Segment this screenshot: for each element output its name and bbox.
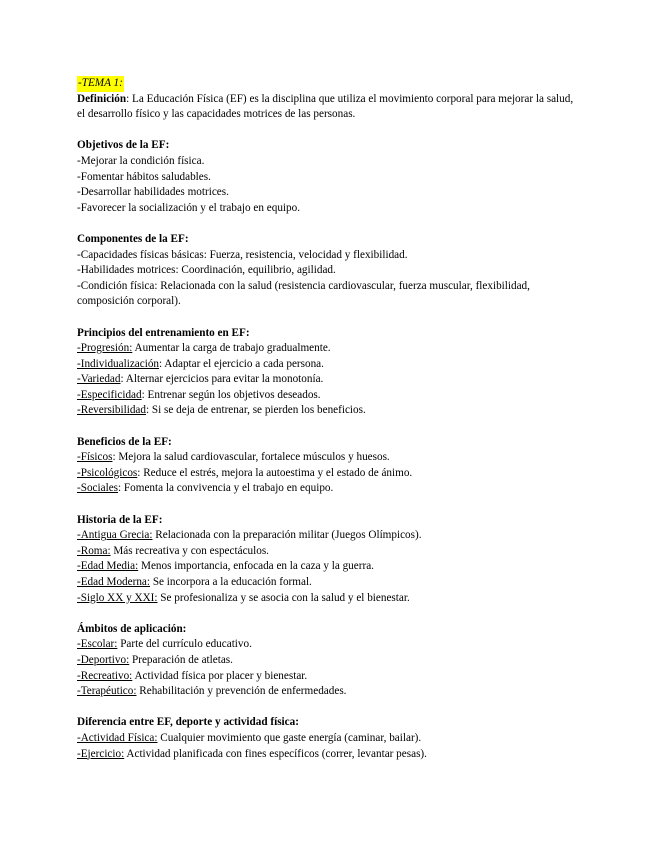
term: -Ejercicio: (77, 747, 125, 760)
list-item: -Capacidades físicas básicas: Fuerza, resistencia, velocidad y flexibilidad. (77, 248, 408, 261)
components-heading: Componentes de la EF: (77, 232, 189, 245)
list-item (77, 575, 577, 591)
list-item (77, 559, 577, 575)
list-item (77, 747, 577, 763)
benefits-heading: Beneficios de la EF: (77, 435, 172, 448)
list-item (77, 591, 577, 607)
list-item (77, 653, 577, 669)
term-description: Actividad planificada con fines específicos (correr, levantar pesas). (124, 747, 427, 760)
list-item: -Mejorar la condición física. (77, 154, 205, 167)
term: -Antigua Grecia: (77, 529, 153, 542)
term: -Sociales (77, 482, 119, 495)
term-description: Más recreativa y con espectáculos. (110, 544, 269, 557)
definition-paragraph (77, 92, 577, 123)
list-item (77, 481, 577, 497)
list-item (77, 544, 577, 560)
list-item (77, 466, 577, 482)
list-item: -Desarrollar habilidades motrices. (77, 186, 229, 199)
term-description: : Mejora la salud cardiovascular, fortalece músculos y huesos. (112, 451, 390, 464)
term-description: Rehabilitación y prevención de enfermedades. (136, 685, 347, 698)
term-description: Aumentar la carga de trabajo gradualmente. (132, 342, 331, 355)
list-item (77, 637, 577, 653)
term: -Especificidad (77, 388, 142, 401)
list-item (77, 450, 577, 466)
term: -Escolar: (77, 638, 118, 651)
term: -Variedad (77, 373, 121, 386)
application-heading: Ámbitos de aplicación: (77, 622, 187, 635)
term-description: Menos importancia, enfocada en la caza y la guerra. (138, 560, 374, 573)
term-description: Actividad física por placer y bienestar. (132, 669, 308, 682)
term-description: : Si se deja de entrenar, se pierden los beneficios. (145, 404, 366, 417)
term: -Actividad Física: (77, 731, 158, 744)
term-description: Se incorpora a la educación formal. (150, 576, 312, 588)
list-item (77, 731, 577, 747)
topic-title: -TEMA 1: (77, 76, 124, 92)
term-description: Relacionada con la preparación militar (Juegos Olímpicos). (152, 529, 422, 542)
list-item: -Favorecer la socialización y el trabajo en equipo. (77, 201, 301, 214)
objectives-heading: Objetivos de la EF: (77, 139, 170, 152)
term: -Roma: (77, 544, 111, 557)
list-item (77, 357, 577, 373)
term: -Reversibilidad (77, 404, 146, 417)
term-description: : Reduce el estrés, mejora la autoestima y el estado de ánimo. (137, 466, 413, 479)
difference-section (77, 715, 577, 762)
principles-heading: Principios del entrenamiento en EF: (77, 326, 250, 339)
definition-label: Definición (77, 92, 127, 105)
term-description: Cualquier movimiento que gaste energía (caminar, bailar). (157, 731, 422, 744)
history-heading: Historia de la EF: (77, 513, 163, 526)
principles-section (77, 326, 577, 420)
term-description: Parte del currículo educativo. (117, 638, 252, 651)
list-item (77, 528, 577, 544)
term: -Edad Media: (77, 560, 139, 573)
components-section (77, 232, 577, 310)
term: -Terapéutico: (77, 685, 137, 698)
term-description: : Alternar ejercicios para evitar la monotonía. (120, 373, 324, 386)
term-description: Preparación de atletas. (129, 653, 233, 666)
term-description: : Fomenta la convivencia y el trabajo en equipo. (118, 482, 334, 495)
term-description: : Entrenar según los objetivos deseados. (141, 388, 321, 401)
term: -Individualización (77, 357, 160, 370)
term: -Psicológicos (77, 466, 138, 479)
history-section (77, 513, 577, 607)
term: -Siglo XX y XXI: (77, 591, 158, 604)
benefits-section (77, 435, 577, 497)
term: -Deportivo: (77, 653, 130, 666)
list-item (77, 669, 577, 685)
term: -Físicos (77, 451, 113, 464)
list-item: -Condición física: Relacionada con la salud (resistencia cardiovascular, fuerza muscular, flexibilidad, composición corporal). (77, 279, 530, 308)
term: -Progresión: (77, 342, 133, 355)
list-item (77, 341, 577, 357)
application-section (77, 622, 577, 700)
term: -Recreativo: (77, 669, 133, 682)
term-description: Se profesionaliza y se asocia con la salud y el bienestar. (157, 591, 410, 604)
list-item: -Fomentar hábitos saludables. (77, 170, 211, 183)
list-item (77, 684, 577, 700)
objectives-section (77, 138, 577, 216)
topic-line (77, 76, 577, 92)
term: -Edad Moderna: (77, 576, 151, 588)
term-description: : Adaptar el ejercicio a cada persona. (159, 357, 324, 370)
difference-heading: Diferencia entre EF, deporte y actividad física: (77, 716, 299, 729)
definition-text: : La Educación Física (EF) es la disciplina que utiliza el movimiento corporal para mejorar la salud, el desarrollo físico y las capacidades motrices de las personas. (77, 92, 574, 121)
list-item (77, 372, 577, 388)
list-item: -Habilidades motrices: Coordinación, equilibrio, agilidad. (77, 264, 336, 277)
list-item (77, 388, 577, 404)
list-item (77, 403, 577, 419)
document-page (77, 76, 577, 762)
